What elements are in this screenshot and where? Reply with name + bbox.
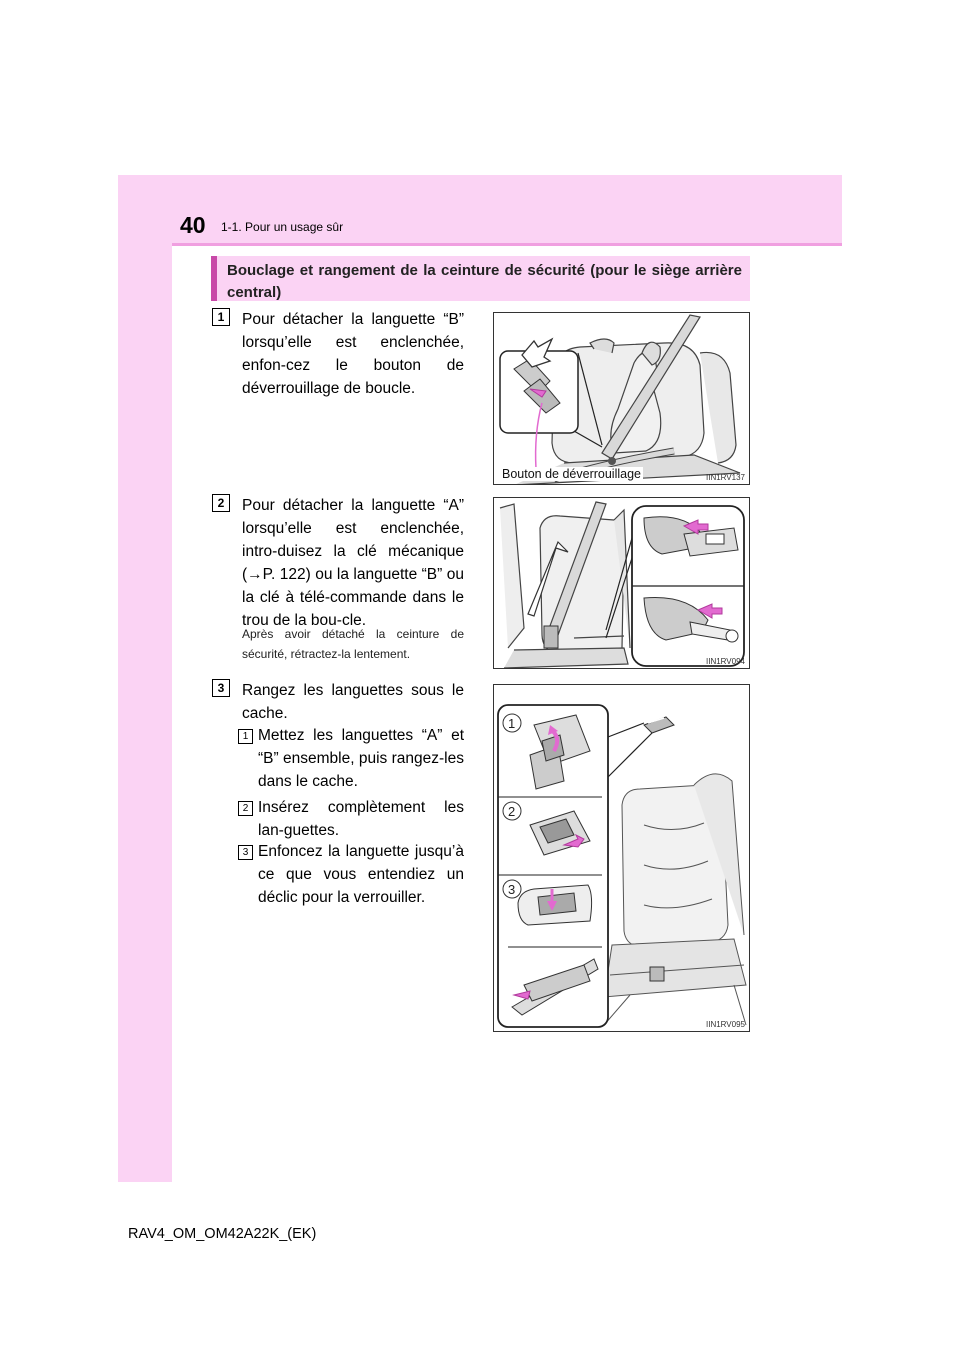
step-2-note: Après avoir détaché la ceinture de sécurité, rétractez-la lentement. — [242, 627, 464, 661]
chapter-title: 1-1. Pour un usage sûr — [221, 220, 344, 234]
footer-doc-code: RAV4_OM_OM42A22K_(EK) — [128, 1226, 317, 1242]
figure-release-button — [493, 312, 750, 485]
figure-code: IIN1RV094 — [706, 657, 745, 666]
stow-cover-illustration — [494, 685, 750, 1032]
seat-buckle-illustration — [494, 313, 750, 485]
svg-text:2: 2 — [508, 804, 516, 819]
step-2-number: 2 — [212, 494, 230, 512]
figure-caption-release-button: Bouton de déverrouillage — [502, 467, 641, 481]
substep-1-number: 1 — [238, 729, 253, 744]
substep-1-text: Mettez les languettes “A” et “B” ensemble, puis rangez-les dans le cache. — [258, 727, 464, 790]
figure-code: IIN1RV137 — [706, 473, 745, 482]
page-number: 40 — [180, 212, 206, 238]
step-3-text: Rangez les languettes sous le cache. — [242, 682, 464, 722]
figure-mechanical-key — [493, 497, 750, 669]
step-1-text: Pour détacher la languette “B” lorsqu’elle est enclenchée, enfon-cez le bouton de déverrouillage de boucle. — [242, 311, 464, 397]
figure-code: IIN1RV095 — [706, 1020, 745, 1029]
header-rule — [172, 243, 842, 246]
substep-3-number: 3 — [238, 845, 253, 860]
buckle-key-illustration — [494, 498, 750, 669]
figure-stow-tongues — [493, 684, 750, 1032]
step-2-text: Pour détacher la languette “A” lorsqu’elle est enclenchée, intro-duisez la clé mécanique (→P. 122) ou la languette “B” ou la clé à télé-commande dans le trou de la bou-cle. — [242, 497, 464, 629]
side-band — [118, 175, 172, 1182]
svg-text:1: 1 — [508, 716, 516, 731]
step-3-number: 3 — [212, 679, 230, 697]
section-heading — [211, 256, 750, 301]
substep-2-text: Insérez complètement les lan-guettes. — [258, 799, 464, 839]
section-title: Bouclage et rangement de la ceinture de sécurité (pour le siège arrière central) — [227, 262, 742, 301]
step-1-number: 1 — [212, 308, 230, 326]
svg-text:3: 3 — [508, 882, 516, 897]
substep-2-number: 2 — [238, 801, 253, 816]
substep-3-text: Enfoncez la languette jusqu’à ce que vous entendiez un déclic pour la verrouiller. — [258, 843, 464, 906]
